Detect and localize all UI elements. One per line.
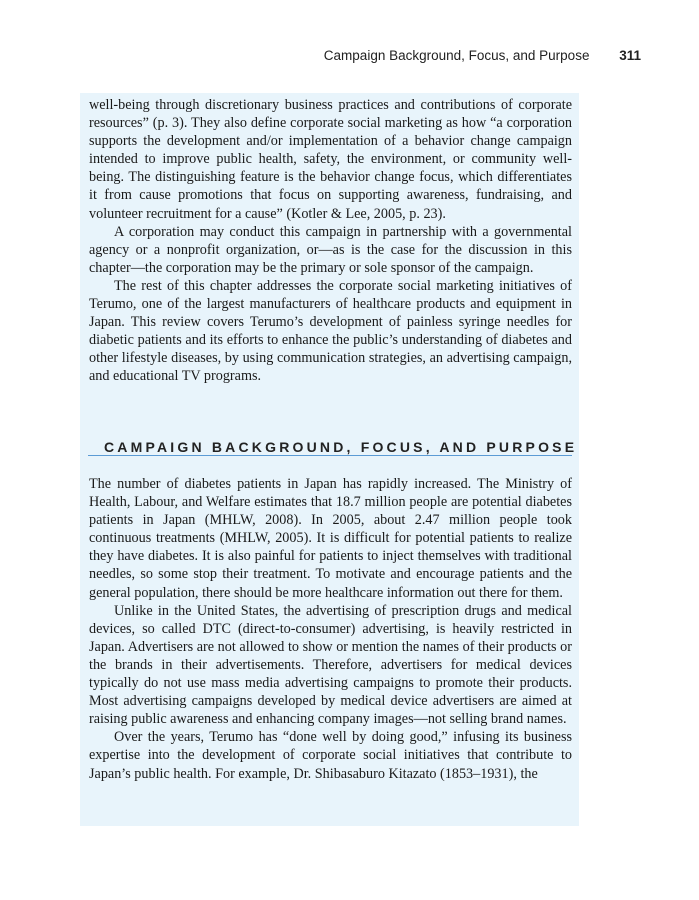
section-heading: CAMPAIGN BACKGROUND, FOCUS, AND PURPOSE xyxy=(104,439,578,455)
paragraph: Over the years, Terumo has “done well by doing good,” infusing its business expertise into the development of corporate social initiatives that contribute to Japan’s public health. For example, Dr. Shibasaburo Kitazato (1853–1931), the xyxy=(89,729,572,782)
heading-rule xyxy=(88,455,572,456)
running-head xyxy=(324,48,641,63)
paragraph: well-being through discretionary business practices and contributions of corporate resources” (p. 3). They also define corporate social marketing as how “a corporation supports the development and/or implementation of a behavior change campaign intended to improve public health, safety, the environment, or community well-being. The distinguishing feature is the behavior change focus, which differentiates it from cause promotions that focus on supporting awareness, fundraising, and volunteer recruitment for a cause” (Kotler & Lee, 2005, p. 23). xyxy=(89,97,572,222)
page-number: 311 xyxy=(619,48,641,63)
running-head-title: Campaign Background, Focus, and Purpose xyxy=(323,48,590,63)
paragraph: The rest of this chapter addresses the corporate social marketing initiatives of Terumo, one of the largest manufacturers of healthcare products and equipment in Japan. This review covers Terumo’s development of painless syringe needles for diabetic patients and its efforts to enhance the public’s understanding of diabetes and other lifestyle diseases, by using communication strategies, an advertising campaign, and educational TV programs. xyxy=(89,277,572,385)
intro-text xyxy=(89,96,572,386)
section-text xyxy=(89,475,572,783)
paragraph: Unlike in the United States, the advertising of prescription drugs and medical devices, so called DTC (direct-to-consumer) advertising, is heavily restricted in Japan. Advertisers are not allowed to show or mention the names of their products or the brands in their advertisements. Therefore, advertisers for medical devices typically do not use mass media advertising campaigns to promote their products. Most advertising campaigns developed by medical device advertisers are aimed at raising public awareness and enhancing company images—not selling brand names. xyxy=(89,602,572,728)
paragraph: The number of diabetes patients in Japan has rapidly increased. The Ministry of Health, Labour, and Welfare estimates that 18.7 million people are potential diabetes patients in Japan (MHLW, 2008). In 2005, about 2.47 million people took continuous treatments (MHLW, 2005). It is difficult for potential patients to realize they have diabetes. It is also painful for patients to inject themselves with traditional needles, so some stop their treatment. To motivate and encourage patients and the general population, there should be more healthcare information out there for them. xyxy=(89,476,572,601)
paragraph: A corporation may conduct this campaign in partnership with a governmental agency or a nonprofit organization, or—as is the case for the discussion in this chapter—the corporation may be the primary or sole sponsor of the campaign. xyxy=(89,223,572,276)
